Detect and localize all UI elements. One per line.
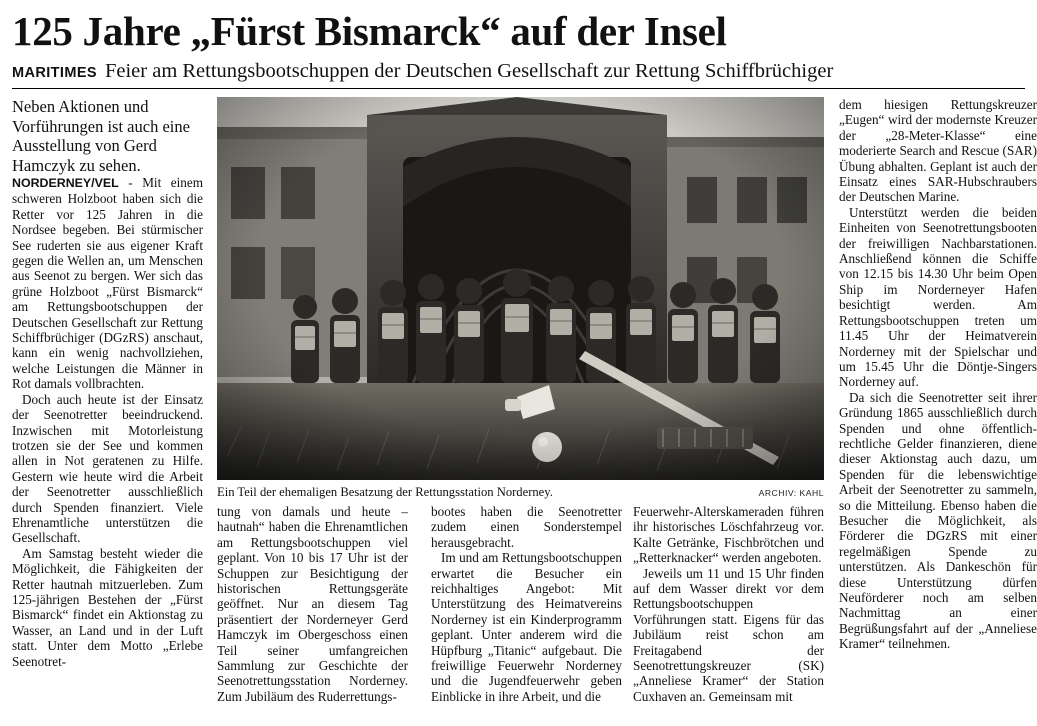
- lead-paragraph: Neben Aktionen und Vorführungen ist auch eine Ausstellung von Gerd Hamczyk zu sehen.: [12, 97, 190, 175]
- article-photo: [217, 97, 824, 480]
- column-4: [633, 504, 824, 704]
- col3-para-2: Im und am Rettungsbootschuppen erwartet die Besucher ein reichhaltiges Angebot: Mit Unterstützung des Heimatvereins Norderney ist ein Kinderprogramm geplant. Unter anderem wird die Hüpfburg „Titanic“ aufgebaut. Die freiwillige Feuerwehr Norderney und die Jugendfeuerwehr geben Einblicke in ihre Arbeit, und die: [431, 550, 622, 704]
- col1-para-1: - Mit einem schweren Holzboot haben sich die Retter vor 125 Jahren in die Nordsee begeben. Bei stürmischer See ruderten sie aus eigener Kraft gegen die Wellen an, um Menschen aus Seenot zu bergen. Wer sich das grüne Holzboot „Fürst Bismarck“ am Rettungsbootschuppen der Deutschen Gesellschaft zur Rettung Schiffbrüchiger (DGzRS) anschaut, kann ein wenig nachvollziehen, welche Leistungen die Männer in Rot damals vollbrachten.: [12, 175, 204, 392]
- col5-para-3: Da sich die Seenotretter seit ihrer Gründung 1865 ausschließlich durch Spenden und ohne öffentlich-rechtliche Gelder finanzieren, diene dieser Aktionstag auch dazu, um Spenden für die lebenswichtige Arbeit der Seenotretter zu sammeln, so die Mitteilung. Ebenso haben die Besucher die Möglichkeit, als Förderer die DGzRS mit einer regelmäßigen Spende zu unterstützen. Als Dankeschön für diese Unterstützung dürfen Neuförderer noch am selben Nachmittag an einer Begrüßungsfahrt auf der „Anneliese Kramer“ teilnehmen.: [839, 389, 1037, 652]
- photo-caption: Ein Teil der ehemaligen Besatzung der Rettungsstation Norderney.: [217, 485, 553, 499]
- dateline-place: NORDERNEY: [12, 176, 92, 190]
- dateline-paragraph: [12, 175, 203, 392]
- column-2: [217, 504, 408, 704]
- col5-para-2: Unterstützt werden die beiden Einheiten von Seenotrettungsbooten der freiwilligen Nachbarstationen. Anschließend können die Schiffe von 12.15 bis 14.30 Uhr beim Open Ship im Norderneyer Hafen besichtigt werden. Am Rettungsbootschuppen treten um 11.45 Uhr der Heimatverein Norderney mit der Spielschar und um 15.45 Uhr die Döntje-Singers Norderney auf.: [839, 204, 1037, 390]
- section-kicker: MARITIMES: [12, 65, 97, 81]
- column-3: [431, 504, 622, 704]
- photo-caption-row: [217, 485, 824, 500]
- col3-para-1: bootes haben die Seenotretter zudem einen Sonderstempel herausgebracht.: [431, 504, 622, 550]
- col5-para-1: dem hiesigen Rettungskreuzer „Eugen“ wird der modernste Kreuzer der „28-Meter-Klasse“ eine moderierte Search and Rescue (SAR) Übung abhalten. Geplant ist auch der Einsatz eines SAR-Hubschraubers der Deutschen Marine.: [839, 97, 1037, 205]
- column-1: [12, 97, 203, 669]
- kicker-row: [12, 60, 1025, 89]
- article-body: [12, 97, 1037, 709]
- subheadline: Feier am Rettungsbootschuppen der Deutschen Gesellschaft zur Rettung Schiffbrüchiger: [104, 60, 834, 82]
- col1-para-2: Doch auch heute ist der Einsatz der Seenotretter beeindruckend. Inzwischen mit Motorleistung trotzen sie der See und kommen allen in Not geratenen zu Hilfe. Gestern wie heute wird die Arbeit der Seenotretter ausschließlich durch Spenden finanziert. Viele Ehrenamtliche unterstützen die Gesellschaft.: [12, 391, 203, 546]
- page-title: 125 Jahre „Fürst Bismarck“ auf der Insel: [12, 8, 727, 54]
- col4-para-1: Feuerwehr-Alterskameraden führen ihr historisches Löschfahrzeug vor. Kalte Getränke, Fischbrötchen und „Retterknacker“ werden angeboten.: [633, 504, 824, 566]
- col4-para-2: Jeweils um 11 und 15 Uhr finden auf dem Wasser direkt vor dem Rettungsbootschuppen Vorführungen statt. Eigens für das Jubiläum reist schon am Freitagabend der Seenotrettungskreuzer (SK) „Anneliese Kramer“ der Station Cuxhaven an. Gemeinsam mit: [633, 565, 824, 704]
- col1-para-3: Am Samstag besteht wieder die Möglichkeit, die Fähigkeiten der Retter hautnah mitzuerleben. Zum 125-jährigen Bestehen der „Fürst Bismarck“ findet ein Aktionstag zu Wasser, an Land und in der Luft statt. Unter dem Motto „Erlebe Seenotret-: [12, 545, 203, 669]
- photo-credit: ARCHIV: KAHL: [758, 488, 824, 498]
- newspaper-page: [0, 8, 1037, 726]
- column-5: [839, 97, 1037, 652]
- col2-para-1: tung von damals und heute – hautnah“ haben die Ehrenamtlichen am Rettungsbootschuppen viel geplant. Von 10 bis 17 Uhr ist der Schuppen zur Besichtigung der historischen Rettungsgeräte geöffnet. Nur an diesem Tag präsentiert der Norderneyer Gerd Hamczyk im Obergeschoss einen Teil seiner umfangreichen Sammlung zur Geschichte der Seenotrettungsstation Norderney. Zum Jubiläum des Ruderrettungs-: [217, 504, 408, 704]
- photo-block: [217, 97, 824, 500]
- dateline-author: /VEL: [91, 176, 119, 190]
